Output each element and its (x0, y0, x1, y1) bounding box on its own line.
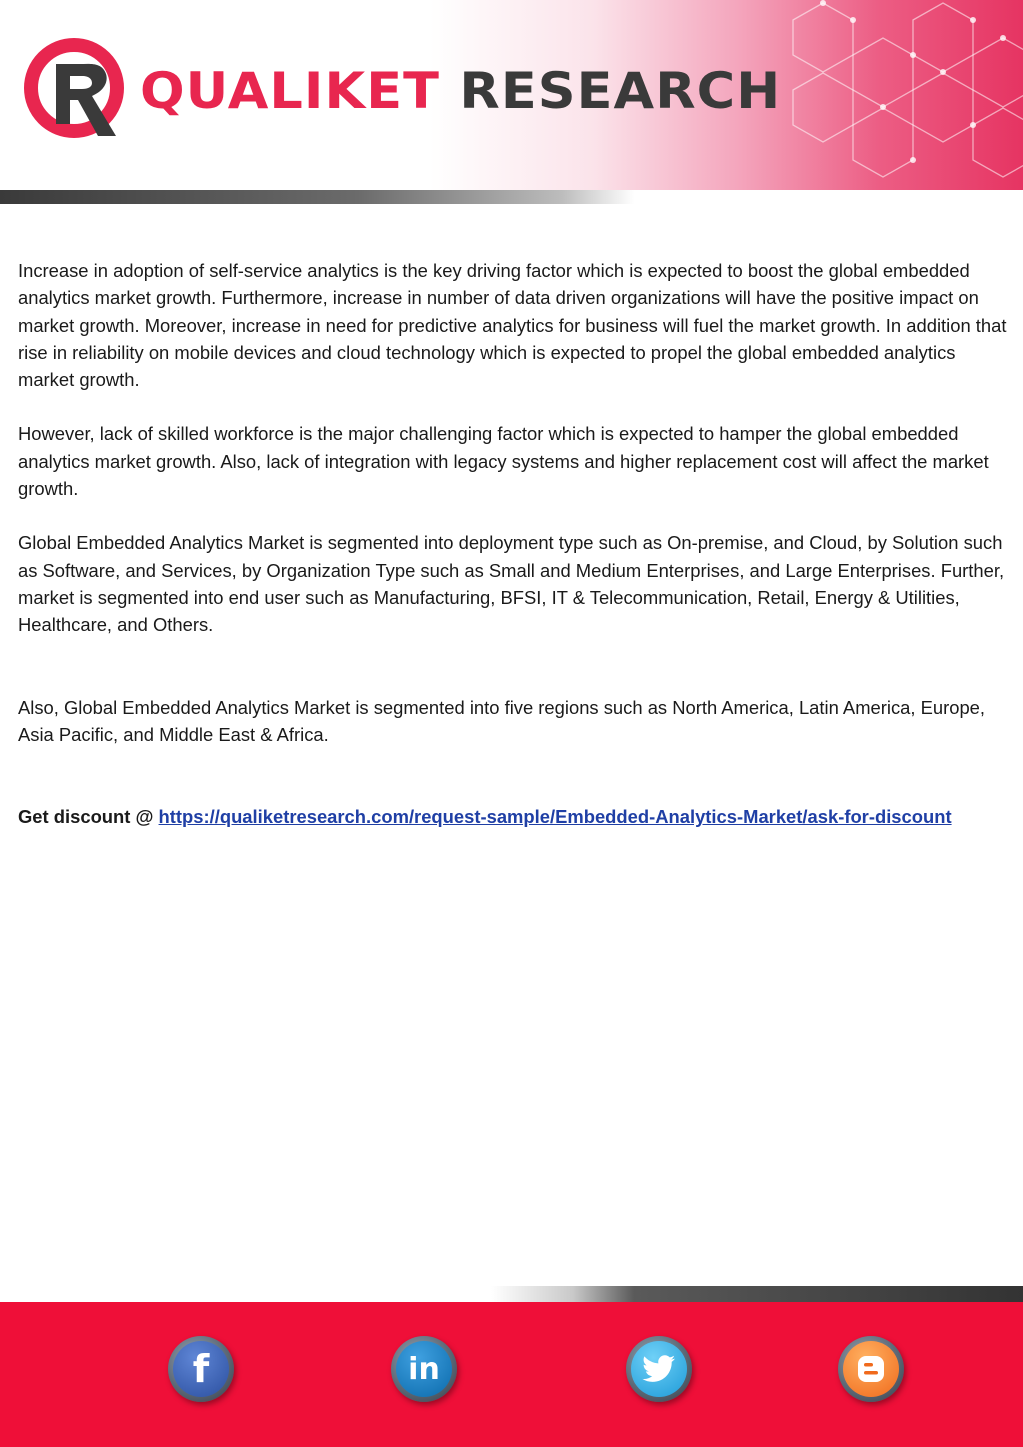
linkedin-button[interactable] (391, 1336, 457, 1402)
discount-link[interactable]: https://qualiketresearch.com/request-sample/Embedded-Analytics-Market/ask-for-discount (158, 806, 952, 828)
brand-word-research: RESEARCH (459, 62, 782, 120)
blogger-icon (843, 1341, 899, 1397)
paragraph-segmentation: Global Embedded Analytics Market is segmented into deployment type such as On-premise, and Cloud, by Solution such as Software, and Services, by Organization Type such as Small and Medium Enterprises, and Large Enterprises. Further, market is segmented into end user such as Manufacturing, BFSI, IT & Telecommunication, Retail, Energy & Utilities, Healthcare, and Others. (18, 532, 1005, 636)
header-banner (0, 0, 1023, 190)
article-body (18, 257, 1008, 830)
footer-divider (0, 1286, 1023, 1302)
discount-line (18, 803, 1008, 830)
paragraph-challenges: However, lack of skilled workforce is the major challenging factor which is expected to hamper the global embedded analytics market growth. Also, lack of integration with legacy systems and higher replacement cost will affect the market growth. (18, 423, 989, 500)
twitter-button[interactable] (626, 1336, 692, 1402)
discount-label: Get discount @ (18, 806, 159, 828)
blogger-button[interactable] (838, 1336, 904, 1402)
twitter-icon (631, 1341, 687, 1397)
qualiket-logo-icon (22, 36, 134, 151)
facebook-icon: f (173, 1341, 229, 1397)
brand-wordmark (140, 62, 781, 120)
header-divider (0, 190, 1023, 204)
paragraph-drivers: Increase in adoption of self-service analytics is the key driving factor which is expected to boost the global embedded analytics market growth. Furthermore, increase in number of data driven organizations will have the positive impact on market growth. Moreover, increase in need for predictive analytics for business will fuel the market growth. In addition that rise in reliability on mobile devices and cloud technology which is expected to propel the global embedded analytics market growth. (18, 260, 1007, 391)
paragraph-regions: Also, Global Embedded Analytics Market is segmented into five regions such as North America, Latin America, Europe, Asia Pacific, and Middle East & Africa. (18, 696, 986, 745)
brand-word-qualiket: QUALIKET (140, 62, 441, 120)
linkedin-icon: in (396, 1341, 452, 1397)
facebook-button[interactable] (168, 1336, 234, 1402)
